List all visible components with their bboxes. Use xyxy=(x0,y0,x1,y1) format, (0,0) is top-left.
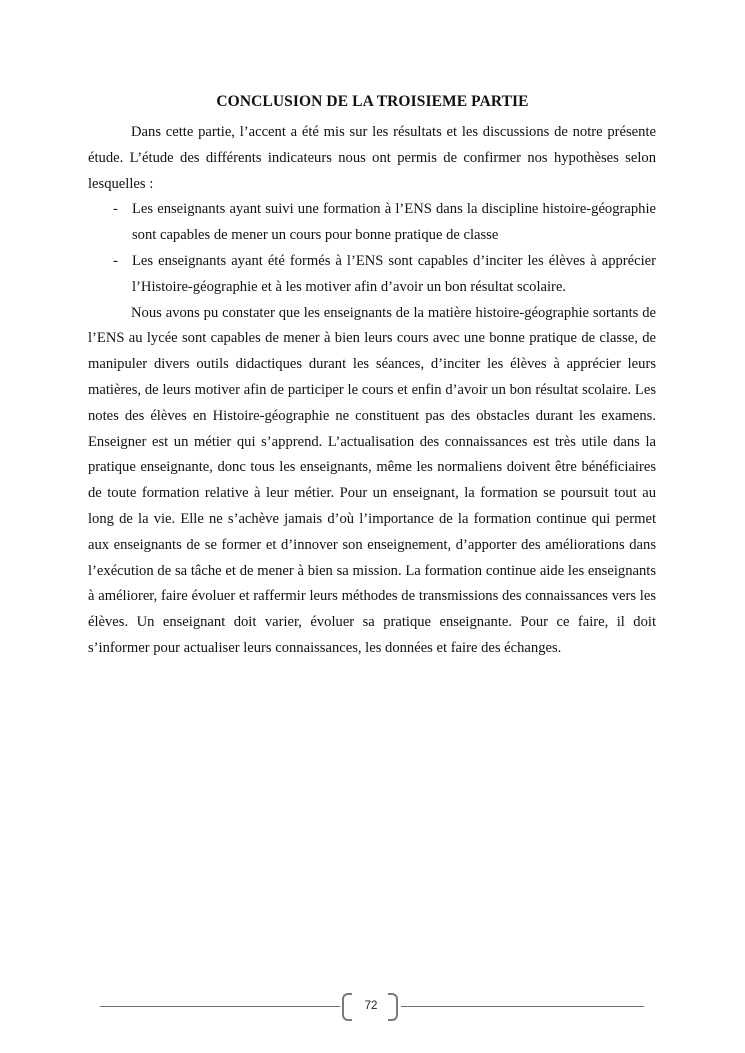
hypotheses-list xyxy=(88,197,656,300)
footer-rule-right xyxy=(401,1006,644,1007)
main-paragraph: Nous avons pu constater que les enseignants de la matière histoire-géographie sortants de l’ENS au lycée sont capables de mener à bien leurs cours avec une bonne pratique de classe, de manipuler divers outils didactiques durant les séances, d’inciter les élèves à apprécier leurs matières, de leurs motiver afin de participer le cours et enfin d’avoir un bon résultat scolaire. Les notes des élèves en Histoire-géographie ne constituent pas des obstacles durant les examens. Enseigner est un métier qui s’apprend. L’actualisation des connaissances est très utile dans la pratique enseignante, donc tous les enseignants, même les normaliens doivent être bénéficiaires de toute formation relative à leur métier. Pour un enseignant, la formation se poursuit tout au long de la vie. Elle ne s’achève jamais d’où l’importance de la formation continue qui permet aux enseignants de se former et d’innover son enseignement, d’apporter des améliorations dans l’exécution de sa tâche et de mener à bien sa mission. La formation continue aide les enseignants à améliorer, faire évoluer et raffermir leurs méthodes de transmissions des connaissances vers les élèves. Un enseignant doit varier, évoluer sa pratique enseignante. Pour ce faire, il doit s’informer pour actualiser leurs connaissances, les données et faire des échanges. xyxy=(88,304,656,656)
list-item-text: Les enseignants ayant été formés à l’ENS sont capables d’inciter les élèves à apprécier l’Histoire-géographie et à les motiver afin d’avoir un bon résultat scolaire. xyxy=(132,252,656,295)
section-title: CONCLUSION DE LA TROISIEME PARTIE xyxy=(216,93,529,110)
list-item-text: Les enseignants ayant suivi une formation à l’ENS dans la discipline histoire-géographie sont capables de mener un cours pour bonne pratique de classe xyxy=(132,201,656,244)
page-number-bracket-left xyxy=(342,993,352,1021)
page-number: 72 xyxy=(364,1000,378,1012)
bullet-dash: - xyxy=(113,201,118,218)
body-text xyxy=(88,120,656,662)
list-item xyxy=(88,249,656,301)
intro-paragraph: Dans cette partie, l’accent a été mis sur les résultats et les discussions de notre présente étude. L’étude des différents indicateurs nous ont permis de confirmer nos hypothèses selon lesquelles : xyxy=(88,124,656,192)
list-item xyxy=(88,197,656,249)
page-number-bracket-right xyxy=(388,993,398,1021)
bullet-dash: - xyxy=(113,252,118,269)
footer-rule-left xyxy=(100,1006,340,1007)
